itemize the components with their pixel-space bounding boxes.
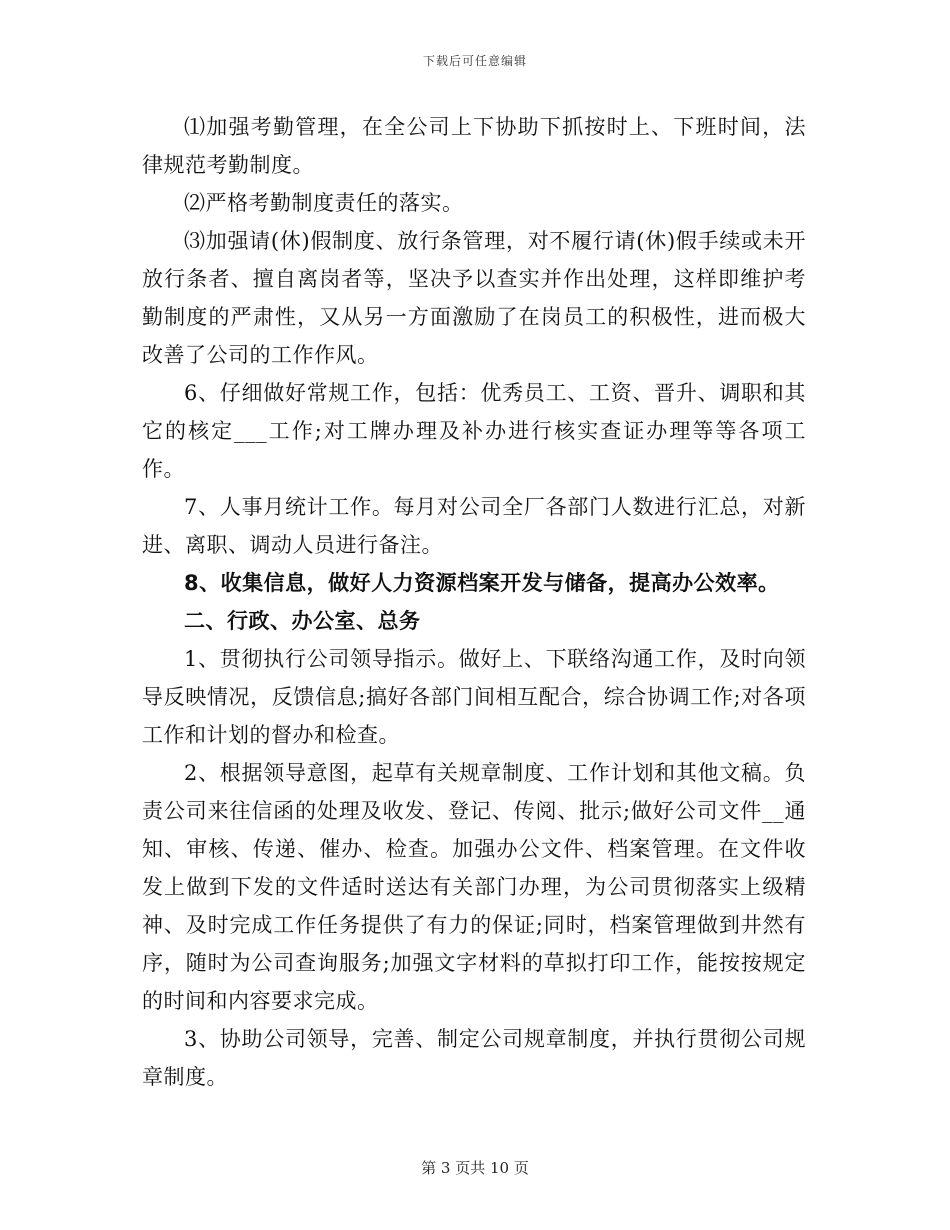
document-body bbox=[142, 108, 806, 1096]
section-heading-administration: 二、行政、办公室、总务 bbox=[184, 609, 421, 633]
paragraph-drafting-documents: 2、根据领导意图，起草有关规章制度、工作计划和其他文稿。负责公司来往信函的处理及收发、登记、传阅、批示;做好公司文件__通知、审核、传递、催办、检查。加强办公文件、档案管理。在文件收发上做到下发的文件适时送达有关部门办理，为公司贯彻落实上级精神、及时完成工作任务提供了有力的保证;同时，档案管理做到井然有序，随时为公司查询服务;加强文字材料的草拟打印工作，能按按规定的时间和内容要求完成。 bbox=[142, 761, 806, 1013]
page-number: 第 3 页共 10 页 bbox=[421, 1159, 529, 1177]
paragraph-attendance-management: ⑴加强考勤管理，在全公司上下协助下抓按时上、下班时间，法律规范考勤制度。 bbox=[142, 115, 806, 177]
paragraph-attendance-responsibility: ⑵严格考勤制度责任的落实。 bbox=[184, 191, 464, 215]
paragraph-routine-work: 6、仔细做好常规工作，包括：优秀员工、工资、晋升、调职和其它的核定___工作;对工牌办理及补办进行核实查证办理等等各项工作。 bbox=[142, 381, 806, 481]
paragraph-company-regulations: 3、协助公司领导，完善、制定公司规章制度，并执行贯彻公司规章制度。 bbox=[142, 1027, 806, 1089]
paragraph-leave-management: ⑶加强请(休)假制度、放行条管理，对不履行请(休)假手续或未开放行条者、擅自离岗者等，坚决予以查实并作出处理，这样即维护考勤制度的严肃性，又从另一方面激励了在岗员工的积极性，进而极大改善了公司的工作作风。 bbox=[142, 229, 806, 367]
paragraph-monthly-statistics: 7、人事月统计工作。每月对公司全厂各部门人数进行汇总，对新进、离职、调动人员进行备注。 bbox=[142, 495, 806, 557]
page-header: 下载后可任意编辑 bbox=[422, 54, 527, 68]
paragraph-leadership-instructions: 1、贯彻执行公司领导指示。做好上、下联络沟通工作，及时向领导反映情况，反馈信息;搞好各部门间相互配合，综合协调工作;对各项工作和计划的督办和检查。 bbox=[142, 647, 806, 747]
paragraph-hr-archives-heading: 8、收集信息，做好人力资源档案开发与储备，提高办公效率。 bbox=[184, 571, 780, 595]
